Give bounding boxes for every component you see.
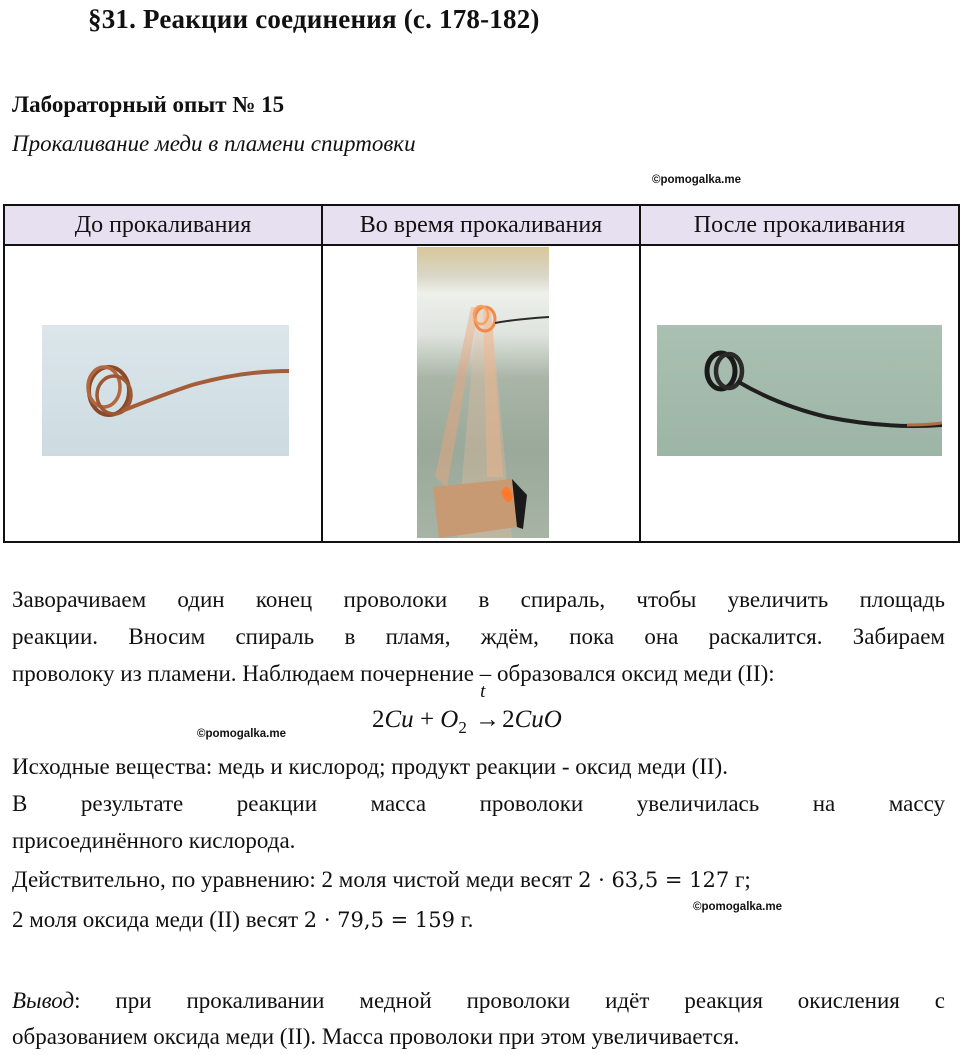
- conclusion-text: : при прокаливании медной проволоки идёт реакция окисления с: [74, 988, 945, 1013]
- photo-copper-during: [417, 247, 549, 538]
- eq-plus: +: [413, 706, 441, 733]
- eq-oxygen: O: [440, 706, 459, 733]
- eq-oxygen-sub: 2: [458, 718, 467, 737]
- paragraph-line: Исходные вещества: медь и кислород; продукт реакции - оксид меди (II).: [12, 754, 728, 779]
- photo-copper-after: [657, 325, 942, 456]
- cell-after: [640, 245, 959, 542]
- header-before: До прокаливания: [4, 205, 322, 245]
- header-after: После прокаливания: [640, 205, 959, 245]
- paragraph-line: проволоку из пламени. Наблюдаем почернение – образовался оксид меди (II):: [12, 661, 775, 686]
- paragraph-line: присоединённого кислорода.: [12, 828, 296, 853]
- reaction-equation: [372, 681, 562, 738]
- table-photo-row: [4, 245, 959, 542]
- watermark: ©pomogalka.me: [652, 174, 741, 186]
- eq-right-coef: 2: [502, 706, 515, 733]
- unit: г.: [454, 907, 474, 932]
- watermark: ©pomogalka.me: [197, 728, 286, 740]
- math-expression: 2 · 79,5 = 159: [303, 908, 455, 932]
- eq-arrow: [475, 681, 501, 734]
- paragraph-line: Заворачиваем один конец проволоки в спираль, чтобы увеличить площадь: [12, 587, 945, 612]
- eq-arrow-symbol: →: [475, 706, 501, 733]
- text: 2 моля оксида меди (II) весят: [12, 907, 299, 932]
- photo-copper-before: [42, 325, 289, 456]
- conclusion-line: образованием оксида меди (II). Масса проволоки при этом увеличивается.: [12, 1024, 740, 1049]
- eq-product: CuO: [514, 706, 562, 733]
- paragraph-line: реакции. Вносим спираль в пламя, ждём, пока она раскалится. Забираем: [12, 624, 945, 649]
- page-title: §31. Реакции соединения (с. 178-182): [88, 4, 540, 34]
- flame-image: [417, 247, 549, 538]
- cell-before: [4, 245, 322, 542]
- table-header-row: [4, 205, 959, 245]
- paragraph-line: [12, 901, 945, 939]
- cell-during: [322, 245, 640, 542]
- unit: г;: [729, 867, 751, 892]
- experiment-table: [3, 204, 960, 543]
- conclusion-line: [12, 982, 945, 1019]
- eq-condition: t: [480, 681, 486, 702]
- paragraph-line: [12, 861, 945, 899]
- paragraph-line: В результате реакции масса проволоки увеличилась на массу: [12, 791, 945, 816]
- eq-left-coef: 2: [372, 706, 385, 733]
- watermark: ©pomogalka.me: [693, 901, 782, 913]
- text: Действительно, по уравнению: 2 моля чистой меди весят: [12, 867, 573, 892]
- header-during: Во время прокаливания: [322, 205, 640, 245]
- lab-title: Лабораторный опыт № 15: [12, 92, 285, 117]
- copper-coil-image: [42, 325, 289, 456]
- eq-copper: Cu: [384, 706, 414, 733]
- blackened-coil-image: [657, 325, 942, 456]
- conclusion-label: Вывод: [12, 988, 75, 1013]
- math-expression: 2 · 63,5 = 127: [578, 868, 730, 892]
- lab-subtitle: Прокаливание меди в пламени спиртовки: [12, 131, 416, 156]
